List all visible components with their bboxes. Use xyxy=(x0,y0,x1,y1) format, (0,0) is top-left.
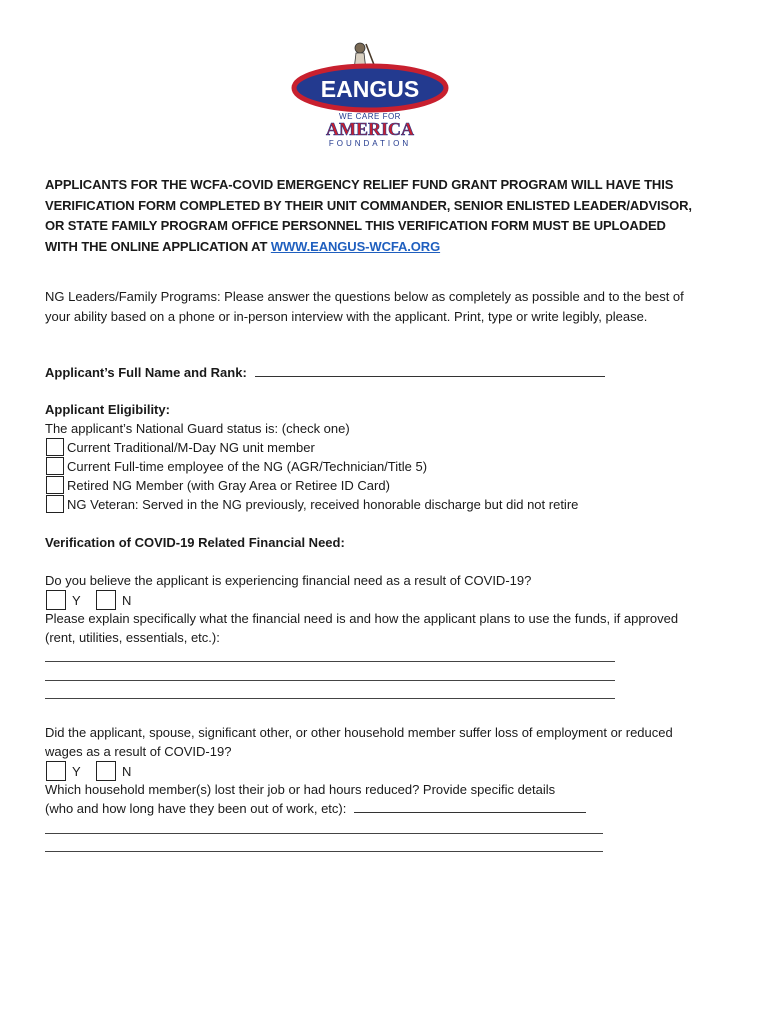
eligibility-title: Applicant Eligibility: xyxy=(45,402,170,417)
eligibility-option-fulltime: Current Full-time employee of the NG (AGR/Technician/Title 5) xyxy=(67,459,428,474)
job-loss-question-line-2: wages as a result of COVID-19? xyxy=(45,744,232,759)
heading-line-4-prefix: WITH THE ONLINE APPLICATION AT xyxy=(45,238,271,254)
eligibility-prompt: The applicant’s National Guard status is: (check one) xyxy=(45,421,350,436)
job-loss-no-checkbox[interactable] xyxy=(96,761,116,781)
household-details-field[interactable] xyxy=(354,800,586,813)
verification-title: Verification of COVID-19 Related Financial Need: xyxy=(45,535,345,550)
household-question-line-1: Which household member(s) lost their job or had hours reduced? Provide specific details xyxy=(45,782,556,797)
applicant-name-row xyxy=(45,364,735,382)
applicant-name-label: Applicant’s Full Name and Rank: xyxy=(45,365,247,380)
heading-line-1: APPLICANTS FOR THE WCFA-COVID EMERGENCY RELIEF FUND GRANT PROGRAM WILL HAVE THIS xyxy=(45,177,674,192)
explain-answer-line-2[interactable] xyxy=(45,680,615,681)
financial-need-yes-checkbox[interactable] xyxy=(46,590,66,610)
heading-line-3: OR STATE FAMILY PROGRAM OFFICE PERSONNEL THIS VERIFICATION FORM MUST BE UPLOADED xyxy=(45,218,666,233)
eligibility-checkbox-traditional[interactable] xyxy=(46,438,64,456)
eligibility-checkbox-veteran[interactable] xyxy=(46,495,64,513)
logo-brand: EANGUS xyxy=(320,76,420,102)
household-answer-line-2[interactable] xyxy=(45,851,603,852)
job-loss-question-line-1: Did the applicant, spouse, significant other, or other household member suffer loss of employment or reduced xyxy=(45,725,673,740)
explain-line-2: (rent, utilities, essentials, etc.): xyxy=(45,630,220,645)
financial-need-yes-label: Y xyxy=(72,593,81,608)
explain-answer-line-3[interactable] xyxy=(45,698,615,699)
household-answer-line-1[interactable] xyxy=(45,833,603,834)
explain-answer-line-1[interactable] xyxy=(45,661,615,662)
household-question-text: (who and how long have they been out of work, etc): xyxy=(45,801,347,816)
job-loss-yes-label: Y xyxy=(72,764,81,779)
job-loss-no-label: N xyxy=(122,764,132,779)
heading-line-2: VERIFICATION FORM COMPLETED BY THEIR UNIT COMMANDER, SENIOR ENLISTED LEADER/ADVISOR, xyxy=(45,197,692,213)
logo-tagline: WE CARE FOR xyxy=(339,112,401,121)
instructions-heading xyxy=(45,175,735,257)
eligibility-option-traditional: Current Traditional/M-Day NG unit member xyxy=(67,440,315,455)
website-link[interactable]: WWW.EANGUS-WCFA.ORG xyxy=(270,238,441,254)
household-question-line-2 xyxy=(45,799,586,818)
financial-need-no-label: N xyxy=(122,593,132,608)
logo-graphic xyxy=(290,40,450,148)
intro-paragraph xyxy=(45,287,735,327)
eligibility-option-veteran: NG Veteran: Served in the NG previously, received honorable discharge but did not retire xyxy=(67,497,579,512)
job-loss-yes-checkbox[interactable] xyxy=(46,761,66,781)
logo-sub: FOUNDATION xyxy=(328,139,412,148)
intro-line-1: NG Leaders/Family Programs: Please answer the questions below as completely as possible and to the best of xyxy=(45,289,684,304)
eligibility-checkbox-fulltime[interactable] xyxy=(46,457,64,475)
heading-line-4 xyxy=(45,237,735,258)
applicant-name-field[interactable] xyxy=(255,364,605,377)
eangus-wcfa-logo xyxy=(290,40,450,148)
eligibility-option-retired: Retired NG Member (with Gray Area or Retiree ID Card) xyxy=(67,478,390,493)
financial-need-no-checkbox[interactable] xyxy=(96,590,116,610)
explain-line-1: Please explain specifically what the financial need is and how the applicant plans to use the funds, if approved xyxy=(45,611,679,626)
eligibility-checkbox-retired[interactable] xyxy=(46,476,64,494)
intro-line-2: your ability based on a phone or in-person interview with the applicant. Print, type or write legibly, please. xyxy=(45,309,648,324)
financial-need-question: Do you believe the applicant is experiencing financial need as a result of COVID-19? xyxy=(45,573,532,588)
logo-name: AMERICA xyxy=(326,119,414,139)
